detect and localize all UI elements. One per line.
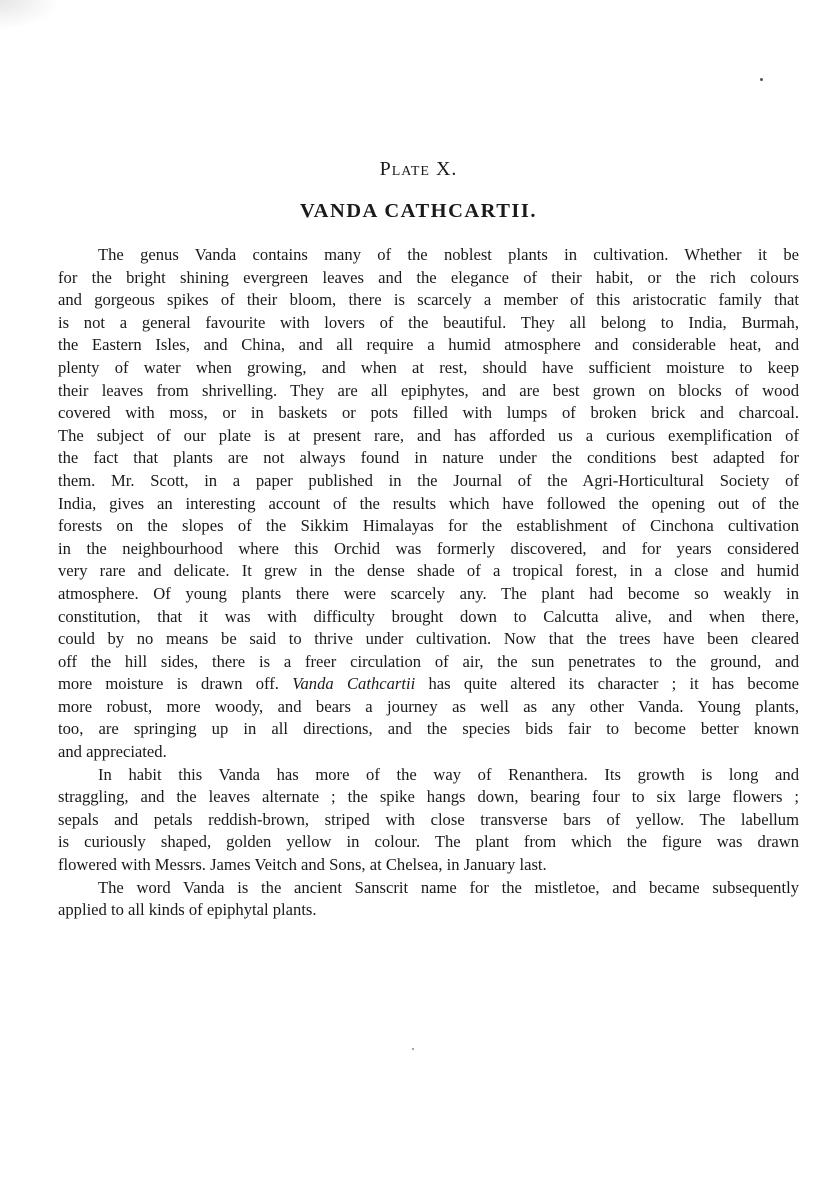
text-line: the fact that plants are not always found in nature under the conditions best adapted for xyxy=(58,448,799,468)
text-line: The genus Vanda contains many of the noblest plants in cultivation. Whether it be xyxy=(98,245,799,264)
text-line: In habit this Vanda has more of the way of Renanthera. Its growth is long and xyxy=(98,764,799,784)
text-line: in the neighbourhood where this Orchid was formerly discovered, and for years considered xyxy=(58,538,799,558)
text-line: The word Vanda is the ancient Sanscrit name for the mistletoe, and became subsequently xyxy=(98,877,799,897)
text-line: and gorgeous spikes of their bloom, there is scarcely a member of this aristocratic family that xyxy=(58,290,799,310)
text-line: straggling, and the leaves alternate ; the spike hangs down, bearing four to six large flowers ; xyxy=(58,787,799,807)
ink-speck xyxy=(760,78,763,81)
body-text xyxy=(58,244,799,922)
text-line: forests on the slopes of the Sikkim Himalayas for the establishment of Cinchona cultivation xyxy=(58,516,799,536)
text-line: is curiously shaped, golden yellow in colour. The plant from which the figure was drawn xyxy=(58,832,799,852)
text-line: flowered with Messrs. James Veitch and Sons, at Chelsea, in January last. xyxy=(58,855,547,875)
text-line: and appreciated. xyxy=(58,742,167,762)
text-line: their leaves from shrivelling. They are all epiphytes, and are best grown on blocks of wood xyxy=(58,380,799,400)
text-line: off the hill sides, there is a freer circulation of air, the sun penetrates to the ground, and xyxy=(58,651,799,671)
text-line xyxy=(58,673,799,696)
text-line: for the bright shining evergreen leaves and the elegance of their habit, or the rich colours xyxy=(58,267,799,287)
text-line: is not a general favourite with lovers of the beautiful. They all belong to India, Burmah, xyxy=(58,312,799,332)
italic-species-name: Vanda Cathcartii xyxy=(292,674,416,694)
text-line: The subject of our plate is at present rare, and has afforded us a curious exemplification of xyxy=(58,425,799,445)
text-line: very rare and delicate. It grew in the dense shade of a tropical forest, in a close and humid xyxy=(58,561,799,581)
text-line: covered with moss, or in baskets or pots filled with lumps of broken brick and charcoal. xyxy=(58,403,799,423)
text-line: the Eastern Isles, and China, and all require a humid atmosphere and considerable heat, and xyxy=(58,335,799,355)
text-segment: more moisture is drawn off. xyxy=(58,674,293,694)
text-line: them. Mr. Scott, in a paper published in the Journal of the Agri-Horticultural Society of xyxy=(58,470,799,490)
text-line: applied to all kinds of epiphytal plants. xyxy=(58,900,317,920)
text-line: sepals and petals reddish-brown, striped with close transverse bars of yellow. The labellum xyxy=(58,809,799,829)
text-segment: has quite altered its character ; it has become xyxy=(415,674,799,694)
text-line: atmosphere. Of young plants there were scarcely any. The plant had become so weakly in xyxy=(58,583,799,603)
text-line: India, gives an interesting account of the results which have followed the opening out of the xyxy=(58,493,799,513)
plate-heading: Plate X. xyxy=(379,158,458,180)
ink-speck xyxy=(412,1048,414,1050)
text-line: could by no means be said to thrive under cultivation. Now that the trees have been cleared xyxy=(58,629,799,649)
page-corner-shadow xyxy=(0,0,60,30)
text-line: constitution, that it was with difficulty brought down to Calcutta alive, and when there, xyxy=(58,606,799,626)
text-line: too, are springing up in all directions, and the species bids fair to become better known xyxy=(58,719,799,739)
text-line: plenty of water when growing, and when at rest, should have sufficient moisture to keep xyxy=(58,357,799,377)
text-line: more robust, more woody, and bears a journey as well as any other Vanda. Young plants, xyxy=(58,696,799,716)
page-title: VANDA CATHCARTII. xyxy=(299,200,538,222)
